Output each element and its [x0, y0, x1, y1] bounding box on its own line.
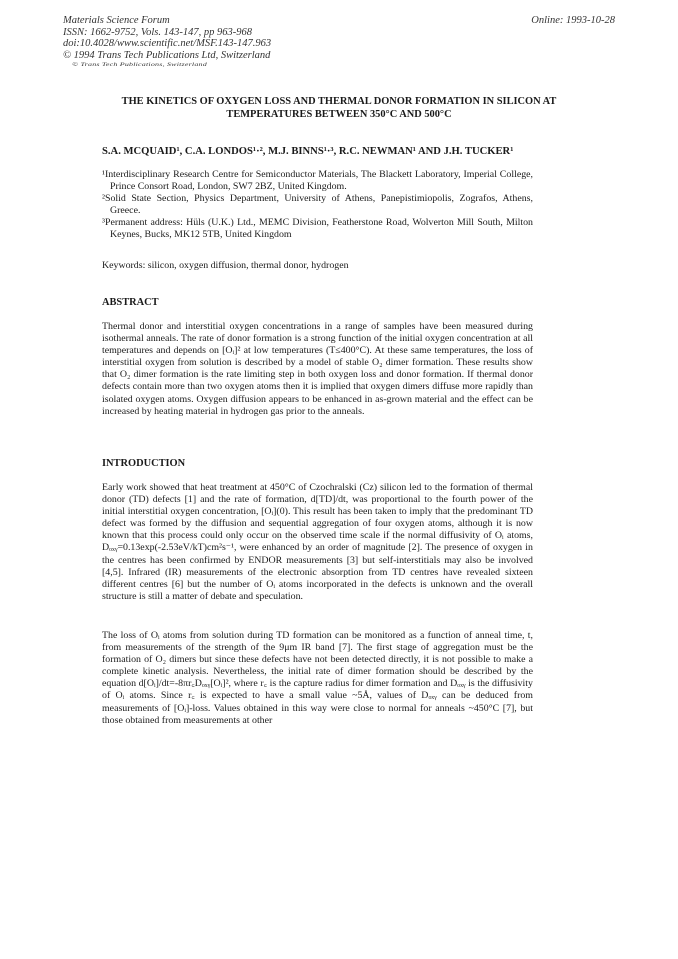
cut-off-publisher-line: © Trans Tech Publications, Switzerland: [72, 61, 207, 68]
affiliation-2: ²Solid State Section, Physics Department, University of Athens, Panepistimiopolis, Zografos, Athens, Greece.: [102, 193, 533, 217]
paper-title: THE KINETICS OF OXYGEN LOSS AND THERMAL DONOR FORMATION IN SILICON AT TEMPERATURES BETWEEN 350°C AND 500°C: [121, 96, 557, 120]
copyright-line: © 1994 Trans Tech Publications Ltd, Switzerland: [63, 49, 271, 61]
affiliations: [102, 169, 533, 242]
keywords: Keywords: silicon, oxygen diffusion, thermal donor, hydrogen: [102, 260, 349, 271]
affiliation-1: ¹Interdisciplinary Research Centre for Semiconductor Materials, The Blackett Laboratory, Imperial College, Prince Consort Road, London, SW7 2BZ, United Kingdom.: [102, 169, 533, 193]
abstract-text: Thermal donor and interstitial oxygen concentrations in a range of samples have been measured during isothermal anneals. The rate of donor formation is a strong function of the initial oxygen concentration at all temperatures and depends on [Oᵢ]² at low temperatures (T≤400°C). At these same temperatures, the loss of interstitial oxygen from solution is described by a model of stable O₂ dimer formation. These results show that O₂ dimer formation is the rate limiting step in both oxygen loss and donor formation. If thermal donor defects contain more than two oxygen atoms then it is implied that oxygen dimers diffuse more rapidly than isolated oxygen atoms. Oxygen diffusion appears to be enhanced in as-grown material and the effect can be increased by heating material in hydrogen gas prior to the anneals.: [102, 321, 533, 417]
doi-line[interactable]: doi:10.4028/www.scientific.net/MSF.143-147.963: [63, 38, 272, 49]
abstract-heading: ABSTRACT: [102, 297, 159, 308]
affiliation-3: ³Permanent address: Hüls (U.K.) Ltd., MEMC Division, Featherstone Road, Wolverton Mill South, Milton Keynes, Bucks, MK12 5TB, United Kingdom: [102, 217, 533, 241]
journal-name: Materials Science Forum: [63, 15, 170, 26]
introduction-heading: INTRODUCTION: [102, 458, 186, 469]
intro-paragraph-1: Early work showed that heat treatment at 450°C of Czochralski (Cz) silicon led to the formation of thermal donor (TD) defects [1] and the rate of formation, d[TD]/dt, was proportional to the fourth power of the initial interstitial oxygen concentration, [Oᵢ](0). This result has been taken to imply that the predominant TD defect was formed by the diffusion and sequential aggregation of four oxygen atoms, although it is now known that this process could only occur on the observed time scale if the normal diffusivity of Oᵢ atoms, Dₒₓᵧ=0.13exp(-2.53eV/kT)cm²s⁻¹, were enhanced by an order of magnitude [2]. The presence of oxygen in the centres has been confirmed by ENDOR measurements [3] but self-interstitials may also be involved [4,5]. Infrared (IR) measurements of the electronic absorption from TD centres have revealed sixteen different centres [6] but the number of Oᵢ atoms incorporated in the defects is unknown and the overall structure is still a matter of debate and speculation.: [102, 482, 533, 602]
citation-header: [63, 15, 271, 61]
author-list: S.A. MCQUAID¹, C.A. LONDOS¹·², M.J. BINNS¹·³, R.C. NEWMAN¹ AND J.H. TUCKER¹: [102, 146, 514, 157]
intro-paragraph-2: The loss of Oᵢ atoms from solution during TD formation can be monitored as a function of anneal time, t, from measurements of the strength of the 9μm IR band [7]. The first stage of aggregation must be the formation of O₂ dimers but since these defects have not been detected directly, it is not possible to make a complete kinetic analysis. Nevertheless, the initial rate of dimer formation should be described by the equation d[Oᵢ]/dt=-8πr꜀Dₒₓᵧ[Oᵢ]², where r꜀ is the capture radius for dimer formation and Dₒₓᵧ is the diffusivity of Oᵢ atoms. Since r꜀ is expected to have a small value ~5Å, values of Dₒₓᵧ can be deduced from measurements of [Oᵢ]-loss. Values obtained in this way were close to normal for anneals ~450°C [7], but those obtained from measurements at other: [102, 630, 533, 726]
issn-line: ISSN: 1662-9752, Vols. 143-147, pp 963-968: [63, 26, 252, 38]
online-date: Online: 1993-10-28: [531, 15, 615, 26]
